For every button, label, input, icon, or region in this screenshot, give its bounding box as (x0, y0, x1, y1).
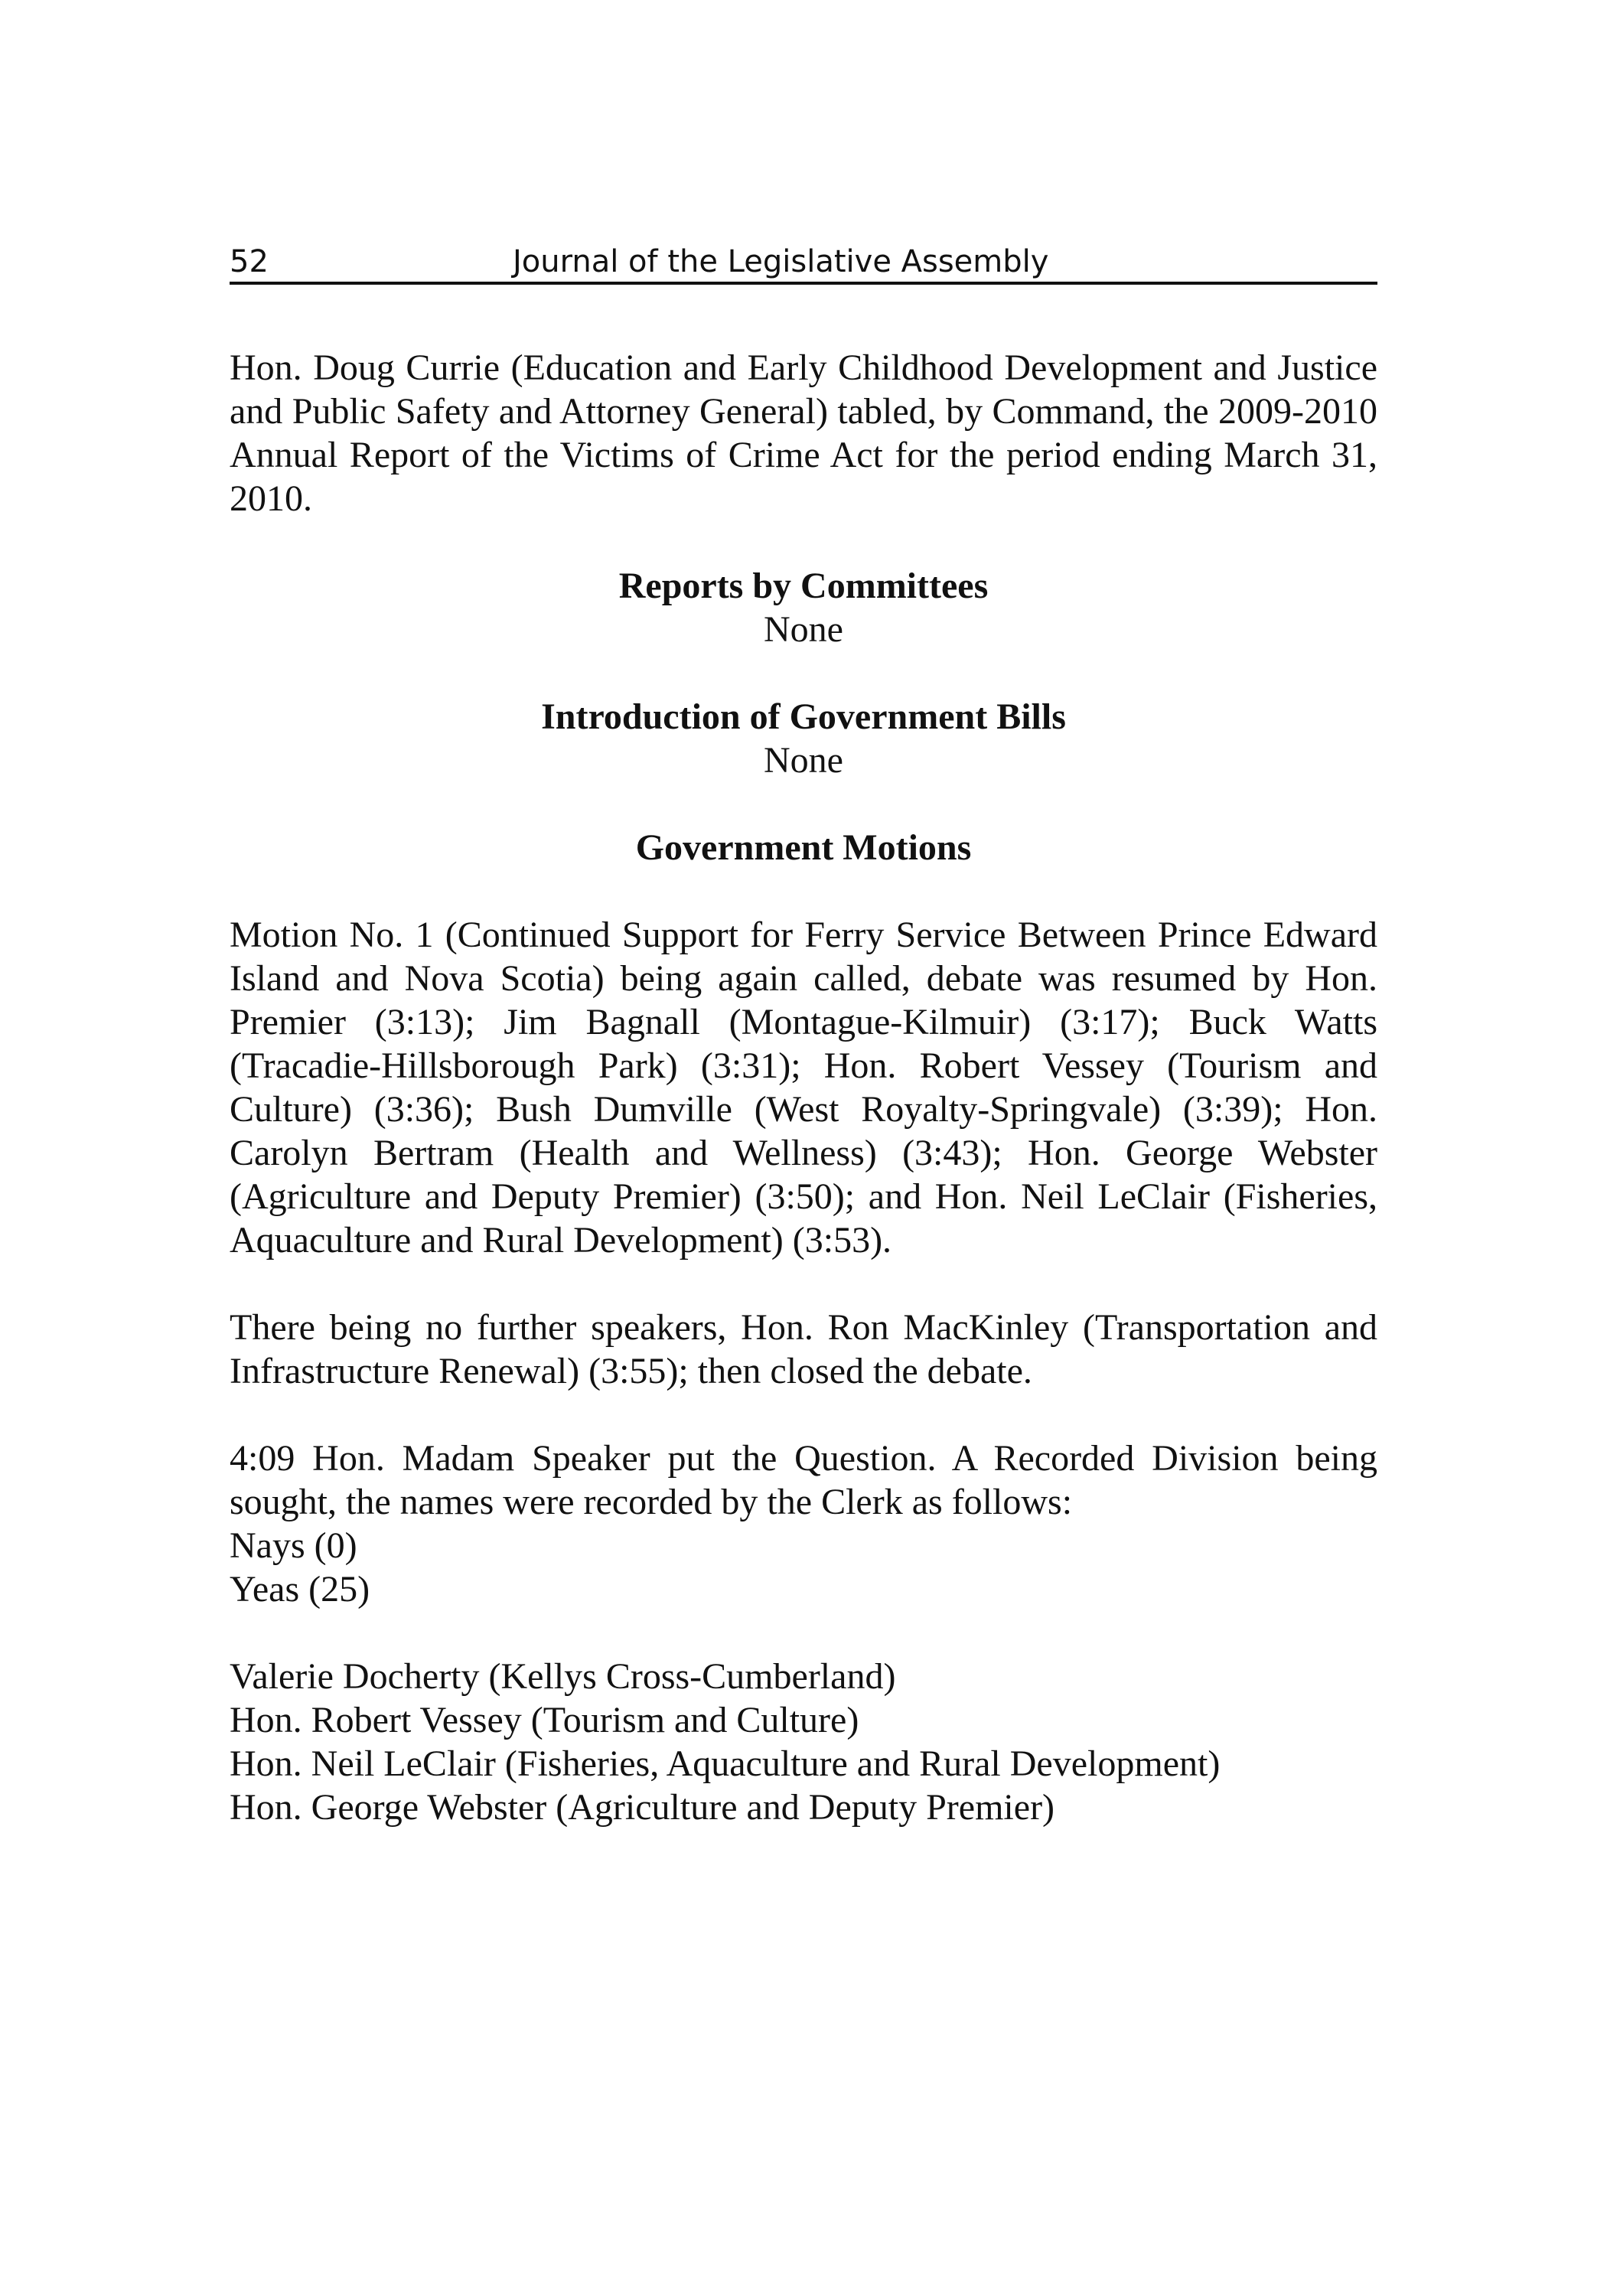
yeas-list (230, 1655, 1377, 1829)
motion-debate-paragraph: Motion No. 1 (Continued Support for Ferry Service Between Prince Edward Island and Nova Scotia) being again called, debate was resumed by Hon. Premier (3:13); Jim Bagnall (Montague-Kilmuir) (3:17); Buck Watts (Tracadie-Hillsborough Park) (3:31); Hon. Robert Vessey (Tourism and Culture) (3:36); Bush Dumville (West Royalty-Springvale) (3:39); Hon. Carolyn Bertram (Health and Wellness) (3:43); Hon. George Webster (Agriculture and Deputy Premier) (3:50); and Hon. Neil LeClair (Fisheries, Aquaculture and Rural Development) (3:53). (230, 915, 1377, 1261)
journal-title: Journal of the Legislative Assembly (513, 244, 1049, 279)
section-heading-motions: Government Motions (635, 827, 972, 868)
page-number: 52 (230, 244, 269, 279)
question-paragraph: 4:09 Hon. Madam Speaker put the Question. A Recorded Division being sought, the names were recorded by the Clerk as follows: (230, 1438, 1377, 1522)
section-heading-reports: Reports by Committees (618, 566, 989, 606)
section-heading-bills: Introduction of Government Bills (541, 696, 1066, 737)
yeas-list-item: Hon. Neil LeClair (Fisheries, Aquaculture and Rural Development) (230, 1743, 1221, 1784)
yeas-list-item: Hon. Robert Vessey (Tourism and Culture) (230, 1700, 859, 1740)
journal-body (230, 346, 1377, 1829)
tabling-paragraph: Hon. Doug Currie (Education and Early Childhood Development and Justice and Public Safety and Attorney General) tabled, by Command, the 2009-2010 Annual Report of the Victims of Crime Act for the period ending March 31, 2010. (230, 347, 1377, 519)
nays-label: Nays (0) (230, 1525, 357, 1566)
running-header (230, 230, 1377, 285)
closing-paragraph: There being no further speakers, Hon. Ron MacKinley (Transportation and Infrastructure Renewal) (3:55); then closed the debate. (230, 1307, 1377, 1391)
section-content-bills: None (764, 740, 843, 781)
yeas-list-item: Hon. George Webster (Agriculture and Deputy Premier) (230, 1787, 1055, 1828)
section-content-reports: None (764, 609, 843, 650)
yeas-list-item: Valerie Docherty (Kellys Cross-Cumberland) (230, 1656, 896, 1697)
yeas-label: Yeas (25) (230, 1569, 370, 1609)
journal-page (230, 230, 1377, 1829)
